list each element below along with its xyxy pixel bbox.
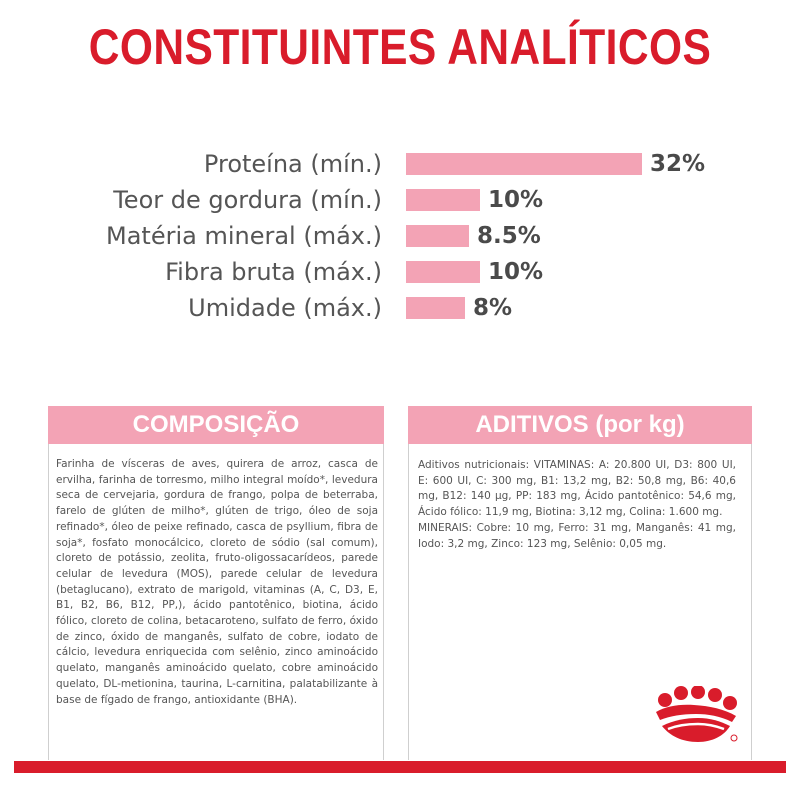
composicao-heading: COMPOSIÇÃO bbox=[48, 406, 384, 444]
bar bbox=[406, 189, 480, 211]
bar-label: Proteína (mín.) bbox=[203, 150, 382, 178]
composicao-text: Farinha de vísceras de aves, quirera de arroz, casca de ervilha, farinha de torresmo, milho integral moído*, levedura seca de cervejaria, gordura de frango, polpa de beterraba, farelo de glúten de milho*, glúten de trigo, óleo de soja refinado*, óleo de peixe refinado, casca de psyllium, fibra de soja*, fosfato monocálcico, cloreto de sódio (sal comum), cloreto de potássio, zeolita, fruto-oligossacarídeos, parede celular de levedura (MOS), parede celular de levedura (betaglucano), extrato de marigold, vitaminas (A, C, D3, E, B1, B2, B6, B12, PP,), ácido pantotênico, biotina, ácido fólico, cloreto de colina, betacaroteno, sulfato de ferro, óxido de zinco, óxido de manganês, sulfato de cobre, iodato de cálcio, levedura enriquecida com selênio, zinco aminoácido quelato, manganês aminoácido quelato, cobre aminoácido quelato, DL-metionina, taurina, L-carnitina, palatabilizante à base de fígado de frango, antioxidante (BHA). bbox=[56, 458, 378, 706]
bar bbox=[406, 297, 465, 319]
bar bbox=[406, 225, 469, 247]
bar bbox=[406, 261, 480, 283]
aditivos-heading: ADITIVOS (por kg) bbox=[408, 406, 752, 444]
bar-label: Teor de gordura (mín.) bbox=[113, 186, 382, 214]
bar-label: Umidade (máx.) bbox=[188, 294, 382, 322]
bar-value-label: 10% bbox=[488, 187, 544, 213]
bar-value-label: 8% bbox=[473, 295, 513, 321]
bar-value-label: 10% bbox=[488, 259, 544, 285]
aditivos-vitaminas: Aditivos nutricionais: VITAMINAS: A: 20.800 UI, D3: 800 UI, E: 600 UI, C: 300 mg, B1: 13,2 mg, B2: 50,8 mg, B6: 40,6 mg, B12: 140 µg, PP: 183 mg, Ácido pantotênico: 54,6 mg, Ácido fólico: 11,9 mg, Biotina: 3,12 mg, Colina: 1.600 mg. bbox=[418, 459, 736, 519]
analytical-chart bbox=[0, 0, 800, 340]
bar-value-label: 8.5% bbox=[477, 223, 541, 249]
aditivos-minerais: MINERAIS: Cobre: 10 mg, Ferro: 31 mg, Manganês: 41 mg, Iodo: 3,2 mg, Zinco: 123 mg, Selênio: 0,05 mg. bbox=[418, 521, 736, 550]
bar-value-label: 32% bbox=[650, 151, 706, 177]
page-title: CONSTITUINTES ANALÍTICOS bbox=[88, 19, 712, 75]
bar-label: Fibra bruta (máx.) bbox=[165, 258, 382, 286]
bar-label: Matéria mineral (máx.) bbox=[106, 222, 382, 250]
aditivos-text bbox=[418, 458, 736, 552]
bar bbox=[406, 153, 642, 175]
royal-canin-crown-logo bbox=[650, 686, 742, 746]
bottom-divider bbox=[14, 761, 786, 773]
